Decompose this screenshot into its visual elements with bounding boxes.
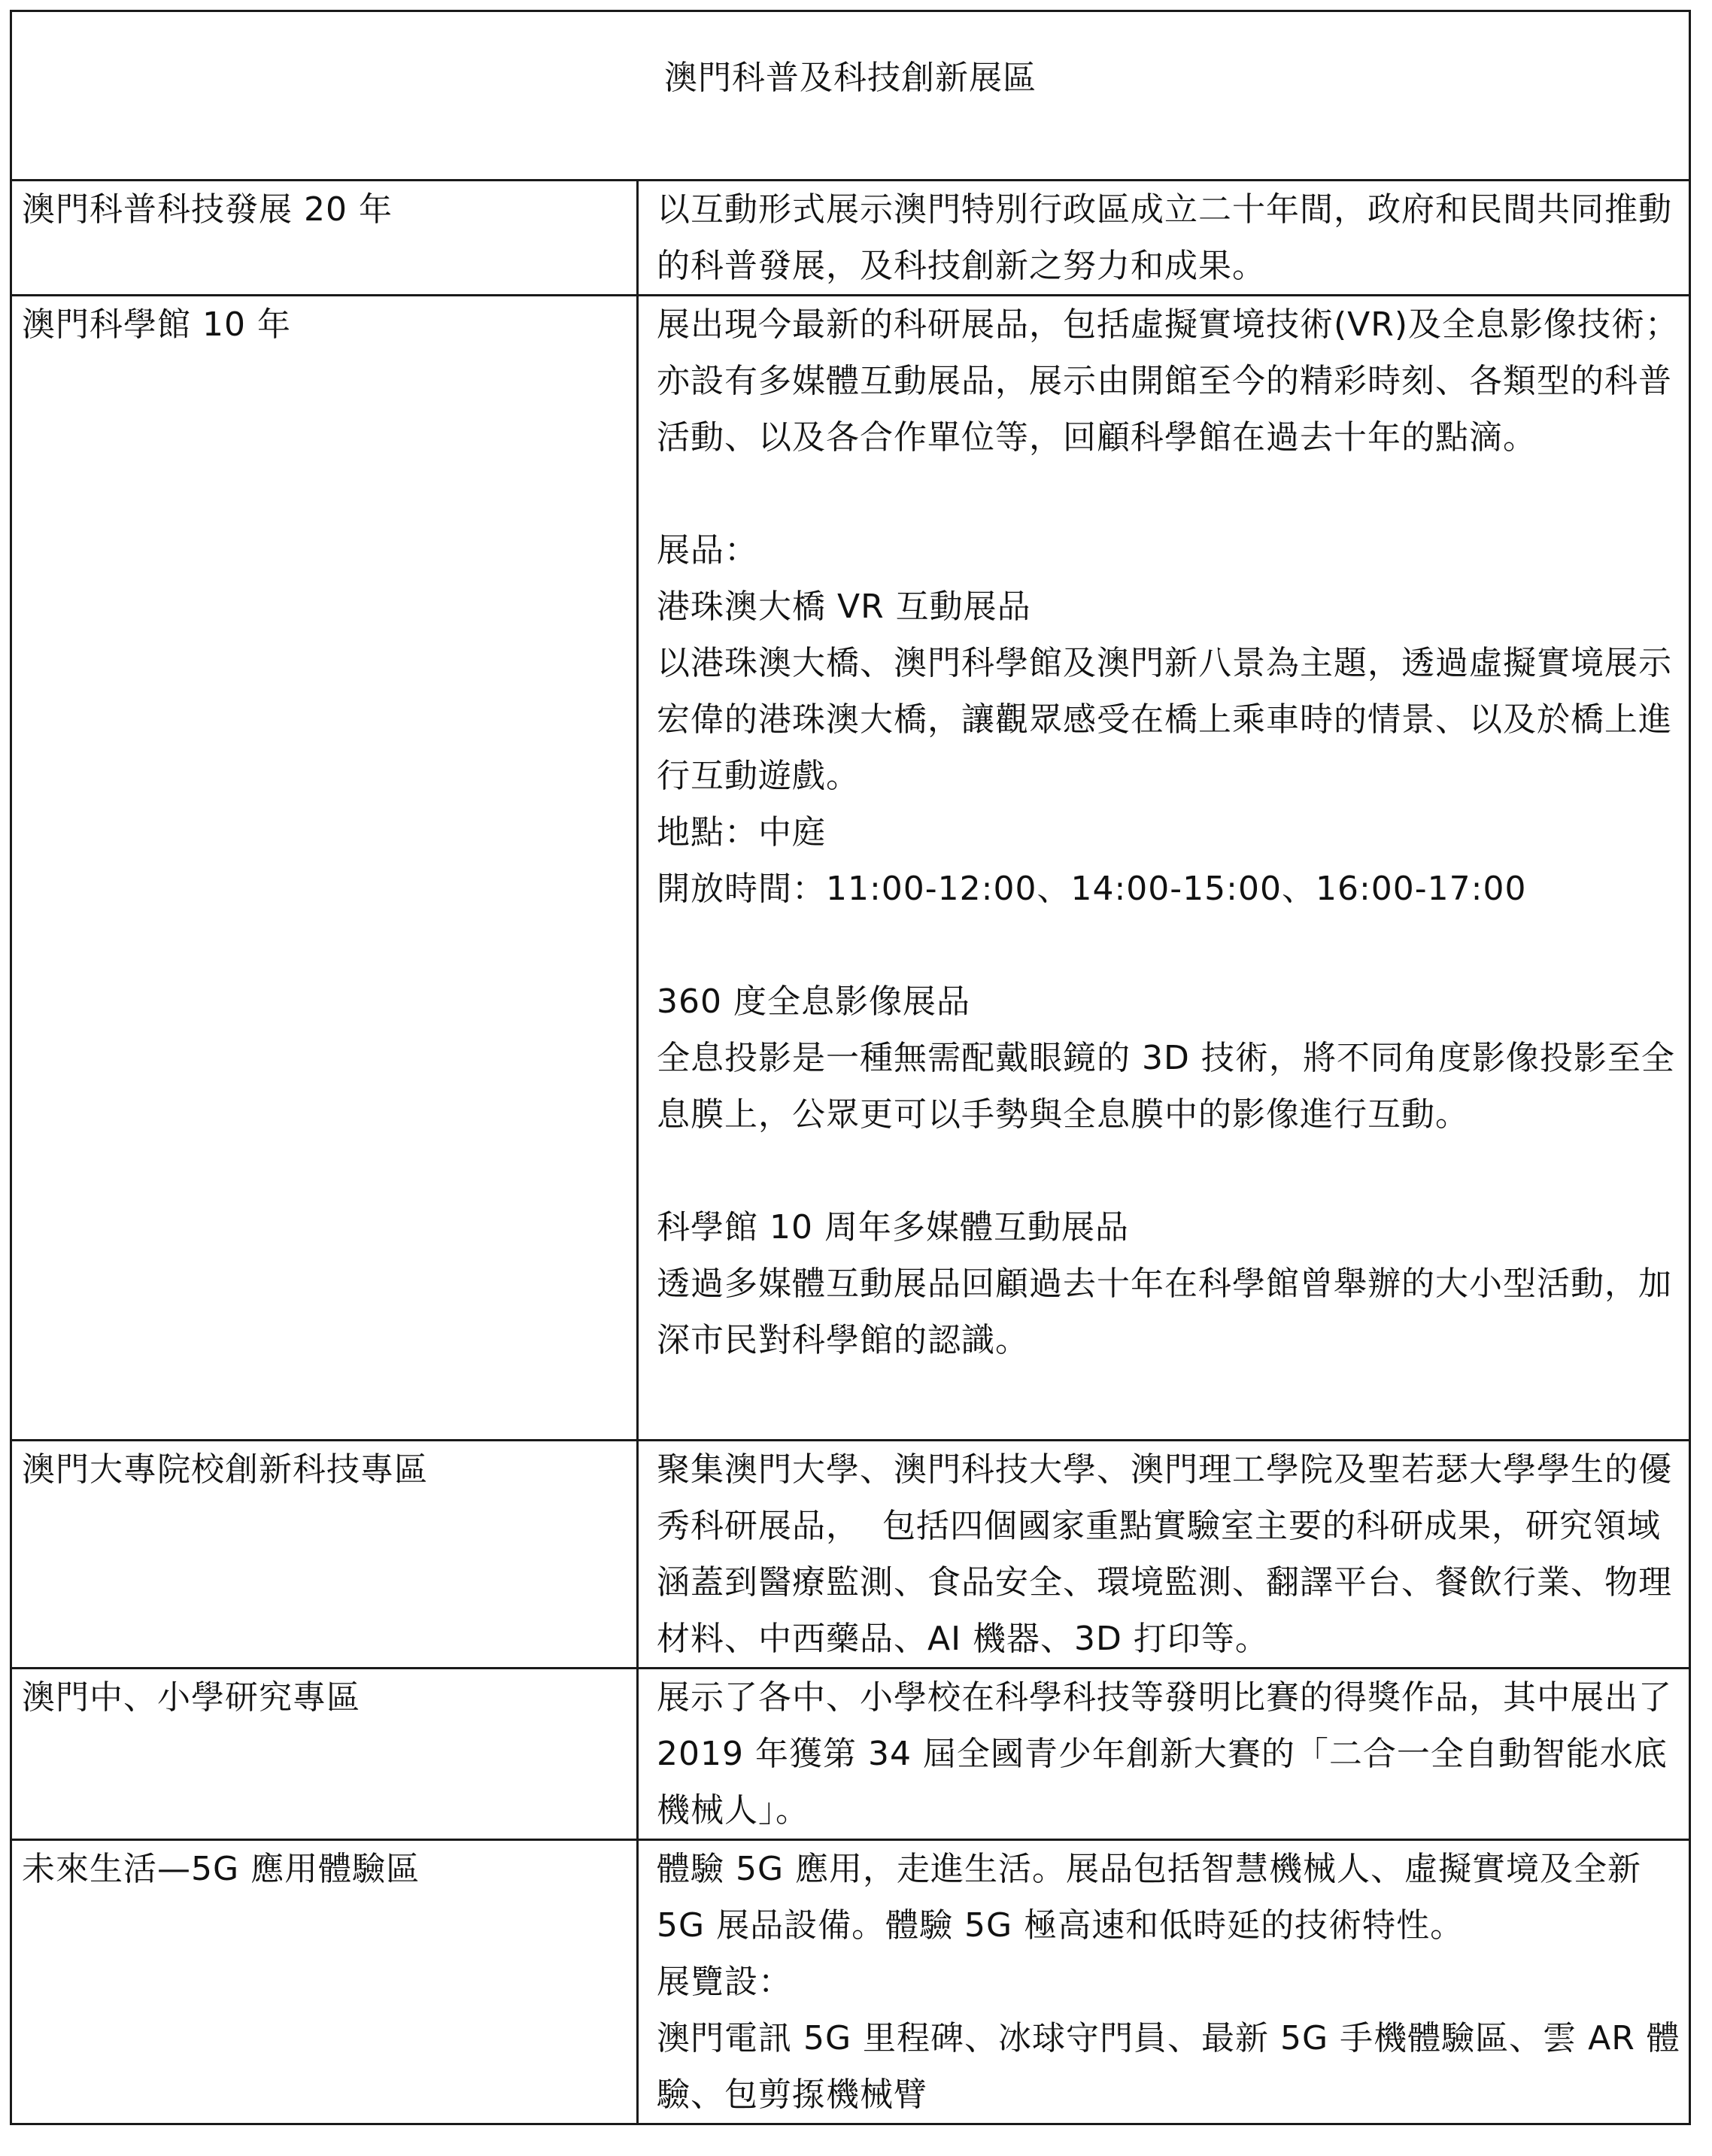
sub-items: 澳門電訊 5G 里程碑、冰球守門員、最新 5G 手機體驗區、雲 AR 體驗、包剪揼機械臂 (657, 2019, 1680, 2114)
table-row (11, 1669, 1690, 1840)
row-description (638, 1441, 1690, 1669)
exhibition-table (10, 10, 1691, 2125)
row-description (638, 1669, 1690, 1840)
table-row (11, 296, 1690, 1441)
exhibit-description: 全息投影是一種無需配戴眼鏡的 3D 技術，將不同角度影像投影至全息膜上，公眾更可以手勢與全息膜中的影像進行互動。 (657, 1039, 1675, 1134)
row-label: 澳門大專院校創新科技專區 (11, 1441, 638, 1669)
description-text: 展示了各中、小學校在科學科技等發明比賽的得獎作品，其中展出了 2019 年獲第 34 屆全國青少年創新大賽的「二合一全自動智能水底機械人」。 (657, 1678, 1683, 1830)
row-description (638, 296, 1690, 1441)
table-row (11, 1840, 1690, 2124)
description-text: 以互動形式展示澳門特別行政區成立二十年間，政府和民間共同推動的科普發展，及科技創新之努力和成果。 (657, 190, 1672, 285)
paragraph-gap (657, 1143, 1681, 1199)
exhibit-name: 360 度全息影像展品 (657, 982, 970, 1021)
row-label: 未來生活—5G 應用體驗區 (11, 1840, 638, 2124)
paragraph-gap (657, 466, 1681, 522)
sub-heading: 展覽設： (657, 1963, 792, 2001)
exhibits-heading: 展品： (657, 531, 758, 569)
row-description (638, 1840, 1690, 2124)
title-row (11, 11, 1690, 181)
row-description (638, 181, 1690, 296)
paragraph-gap (657, 917, 1681, 973)
description-text: 體驗 5G 應用，走進生活。展品包括智慧機械人、虛擬實境及全新 5G 展品設備。體驗 5G 極高速和低時延的技術特性。 (657, 1850, 1653, 1945)
exhibit-location: 地點：中庭 (657, 813, 826, 852)
row-label: 澳門科普科技發展 20 年 (11, 181, 638, 296)
exhibit-hours: 開放時間：11:00-12:00、14:00-15:00、16:00-17:00 (657, 870, 1527, 908)
exhibit-description: 透過多媒體互動展品回顧過去十年在科學館曾舉辦的大小型活動，加深市民對科學館的認識。 (657, 1265, 1672, 1359)
row-label: 澳門中、小學研究專區 (11, 1669, 638, 1840)
table-title: 澳門科普及科技創新展區 (664, 58, 1037, 97)
table-row (11, 181, 1690, 296)
description-text: 聚集澳門大學、澳門科技大學、澳門理工學院及聖若瑟大學學生的優秀科研展品， 包括四個國家重點實驗室主要的科研成果，研究領域涵蓋到醫療監測、食品安全、環境監測、翻譯平台、餐飲行業、物理材料、中西藥品、AI 機器、3D 打印等。 (657, 1450, 1672, 1658)
exhibit-name: 科學館 10 周年多媒體互動展品 (657, 1208, 1129, 1247)
table-title-cell (11, 11, 1690, 181)
description-text: 展出現今最新的科研展品，包括虛擬實境技術(VR)及全息影像技術；亦設有多媒體互動展品，展示由開館至今的精彩時刻、各類型的科普活動、以及各合作單位等，回顧科學館在過去十年的點滴。 (657, 305, 1680, 457)
table-row (11, 1441, 1690, 1669)
exhibit-description: 以港珠澳大橋、澳門科學館及澳門新八景為主題，透過虛擬實境展示宏偉的港珠澳大橋，讓觀眾感受在橋上乘車時的情景、以及於橋上進行互動遊戲。 (657, 644, 1672, 795)
exhibit-name: 港珠澳大橋 VR 互動展品 (657, 588, 1031, 626)
row-label: 澳門科學館 10 年 (11, 296, 638, 1441)
